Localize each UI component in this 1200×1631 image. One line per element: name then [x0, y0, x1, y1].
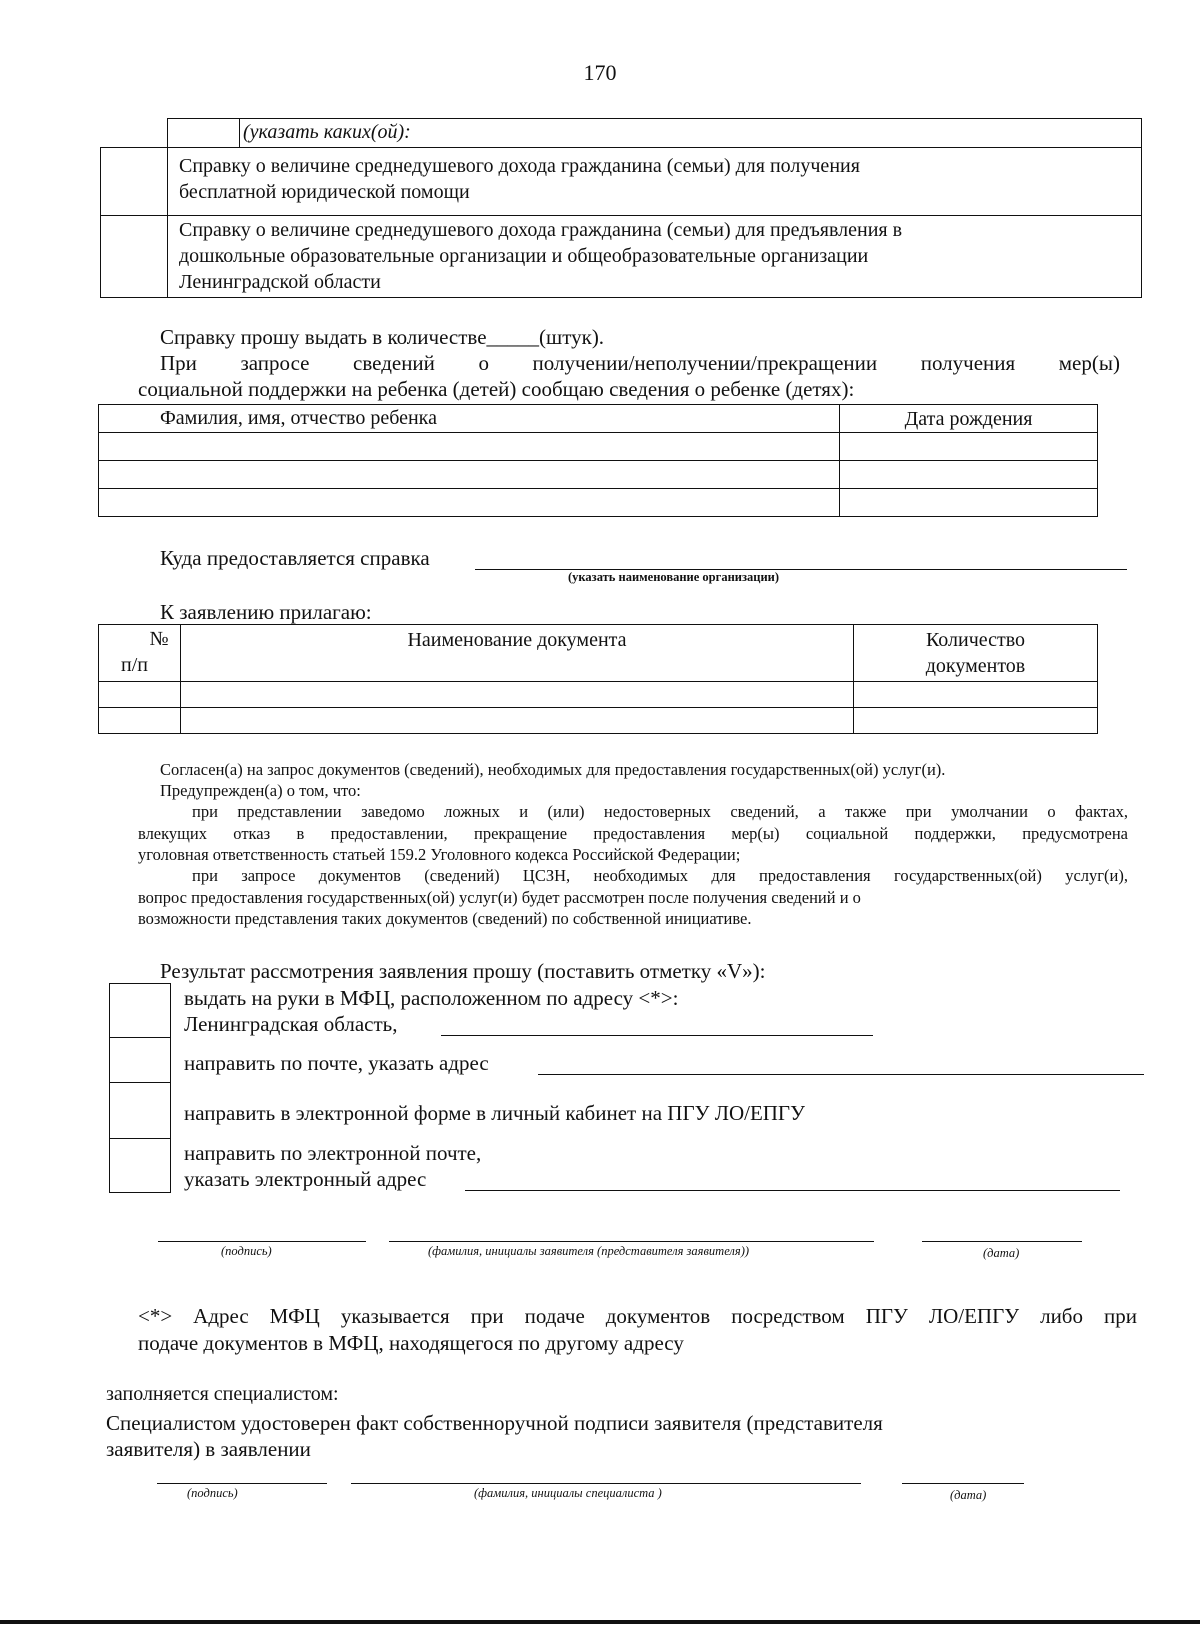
warning-czsn-request-line1: при запросе документов (сведений) ЦСЗН, необходимых для предоставления государственных(ой) услуг(и),: [192, 866, 1128, 885]
attach-num-header: [99, 626, 179, 678]
result-mfc-checkbox[interactable]: [109, 983, 171, 1038]
footnote-word-7: документов: [605, 1304, 711, 1328]
applicant-signature-field[interactable]: [158, 1241, 366, 1242]
specialist-date-hint: (дата): [950, 1488, 987, 1502]
result-post-checkbox[interactable]: [109, 1037, 171, 1083]
footnote-word-10: ЛО/ЕПГУ: [928, 1304, 1020, 1328]
request-word-1: При: [160, 351, 197, 375]
attach-num-abbrev: п/п: [121, 654, 148, 676]
request-word-5: получении/неполучении/прекращении: [532, 351, 878, 375]
result-mfc-label-line1: выдать на руки в МФЦ, расположенном по адресу <*>:: [184, 986, 679, 1010]
footnote-word-9: ПГУ: [865, 1304, 908, 1328]
request-word-4: о: [478, 351, 489, 375]
warning-false-info-line3: уголовная ответственность статьей 159.2 Уголовного кодекса Российской Федерации;: [138, 845, 741, 864]
result-mfc-label-line2: Ленинградская область,: [184, 1012, 398, 1036]
result-post-address-field[interactable]: [538, 1074, 1144, 1075]
request-text-line2: социальной поддержки на ребенка (детей) сообщаю сведения о ребенке (детях):: [138, 377, 855, 401]
request-word-2: запросе: [240, 351, 310, 375]
attach-num-symbol: №: [149, 628, 169, 650]
footnote-word-1: <*>: [138, 1304, 173, 1328]
result-email-address-field[interactable]: [465, 1190, 1120, 1191]
footnote-word-11: либо: [1040, 1304, 1083, 1328]
result-email-label-line1: направить по электронной почте,: [184, 1141, 482, 1165]
result-email-label-line2: указать электронный адрес: [184, 1167, 427, 1191]
child-birthdate-header: Дата рождения: [904, 408, 1033, 430]
page-number: 170: [583, 60, 617, 85]
warning-czsn-request-line3: возможности представления таких документов (сведений) по собственной инициативе.: [138, 909, 752, 928]
request-text-line1: [160, 350, 1120, 377]
child-row-2-name-cell[interactable]: [99, 461, 839, 488]
warning-false-info: [138, 801, 1128, 866]
applicant-signature-hint: (подпись): [221, 1244, 272, 1258]
specialist-name-field[interactable]: [351, 1483, 861, 1484]
footnote-word-8: посредством: [731, 1304, 845, 1328]
child-row-1-name-cell[interactable]: [99, 433, 839, 460]
result-label: Результат рассмотрения заявления прошу (поставить отметку «V»):: [160, 959, 766, 983]
specialist-title: заполняется специалистом:: [106, 1383, 339, 1405]
result-post-label: направить по почте, указать адрес: [184, 1051, 489, 1075]
footnote-word-6: подаче: [524, 1304, 585, 1328]
specialist-date-field[interactable]: [902, 1483, 1024, 1484]
warning-czsn-request: [138, 865, 1128, 930]
footnote-line2: подаче документов в МФЦ, находящегося по другому адресу: [138, 1331, 684, 1355]
scan-bottom-edge: [0, 1620, 1200, 1624]
attach-qty-header-line1: Количество: [925, 629, 1026, 651]
result-mfc-address-field[interactable]: [441, 1035, 873, 1036]
specialist-confirmation-line1: Специалистом удостоверен факт собственноручной подписи заявителя (представителя: [106, 1411, 883, 1435]
destination-label: Куда предоставляется справка: [160, 546, 430, 570]
specialist-name-hint: (фамилия, инициалы специалиста ): [474, 1486, 662, 1500]
warning-czsn-request-line2: вопрос предоставления государственных(ой) услуг(и) будет рассмотрен после получения сведений и о: [138, 887, 861, 907]
specialist-signature-hint: (подпись): [187, 1486, 238, 1500]
consent-text: Согласен(а) на запрос документов (сведений), необходимых для предоставления государственных(ой) услуг(и).: [160, 760, 946, 779]
certificate-option-schools-line2: дошкольные образовательные организации и общеобразовательные организации: [179, 245, 869, 267]
certificate-option-schools-line3: Ленинградской области: [179, 271, 381, 293]
child-row-3-name-cell[interactable]: [99, 489, 839, 516]
attach-doc-header: Наименование документа: [407, 629, 627, 651]
child-row-3-date-cell[interactable]: [840, 489, 1097, 516]
applicant-date-hint: (дата): [983, 1246, 1020, 1260]
certificate-option-schools-line1: Справку о величине среднедушевого дохода гражданина (семьи) для предъявления в: [179, 219, 903, 241]
footnote-line1: [138, 1303, 1137, 1330]
footnote-word-3: МФЦ: [269, 1304, 320, 1328]
attach-row-2-num[interactable]: [99, 708, 180, 733]
destination-hint: (указать наименование организации): [568, 570, 780, 584]
request-word-3: сведений: [353, 351, 435, 375]
footnote-word-5: при: [470, 1304, 504, 1328]
attach-row-1-doc[interactable]: [181, 682, 853, 707]
certificate-option-legal-aid-line1: Справку о величине среднедушевого дохода гражданина (семьи) для получения: [179, 155, 860, 177]
child-name-header: Фамилия, имя, отчество ребенка: [160, 407, 437, 429]
attach-qty-header-line2: документов: [925, 655, 1026, 677]
certificate-option-legal-aid: [179, 153, 860, 205]
which-hint: (указать каких(ой):: [243, 121, 411, 143]
attach-qty-header: [854, 627, 1097, 679]
attach-row-1-num[interactable]: [99, 682, 180, 707]
result-epgu-label: направить в электронной форме в личный кабинет на ПГУ ЛО/ЕПГУ: [184, 1101, 805, 1125]
footnote-word-2: Адрес: [193, 1304, 249, 1328]
quantity-text: Справку прошу выдать в количестве_____(штук).: [160, 325, 605, 349]
warning-false-info-line1: при представлении заведомо ложных и (или) недостоверных сведений, а также при умолчании о фактах,: [192, 802, 1128, 821]
certificate-option-schools: [179, 217, 902, 295]
footnote-word-12: при: [1103, 1304, 1137, 1328]
attach-row-1-qty[interactable]: [854, 682, 1097, 707]
warning-intro: Предупрежден(а) о том, что:: [160, 781, 361, 800]
warning-false-info-line2: влекущих отказ в предоставлении, прекращение предоставления мер(ы) социальной поддержки, предусмотрена: [138, 823, 1128, 843]
child-row-1-date-cell[interactable]: [840, 433, 1097, 460]
attach-row-2-doc[interactable]: [181, 708, 853, 733]
attachments-label: К заявлению прилагаю:: [160, 600, 372, 624]
applicant-name-hint: (фамилия, инициалы заявителя (представителя заявителя)): [428, 1244, 750, 1258]
certificate-option-legal-aid-line2: бесплатной юридической помощи: [179, 181, 470, 203]
request-word-7: мер(ы): [1058, 351, 1120, 375]
child-row-2-date-cell[interactable]: [840, 461, 1097, 488]
result-epgu-checkbox[interactable]: [109, 1082, 171, 1139]
applicant-name-field[interactable]: [389, 1241, 874, 1242]
applicant-date-field[interactable]: [922, 1241, 1082, 1242]
request-word-6: получения: [920, 351, 1016, 375]
attach-row-2-qty[interactable]: [854, 708, 1097, 733]
specialist-confirmation-line2: заявителя) в заявлении: [106, 1437, 311, 1461]
footnote-word-4: указывается: [340, 1304, 450, 1328]
specialist-signature-field[interactable]: [157, 1483, 327, 1484]
result-email-checkbox[interactable]: [109, 1138, 171, 1193]
